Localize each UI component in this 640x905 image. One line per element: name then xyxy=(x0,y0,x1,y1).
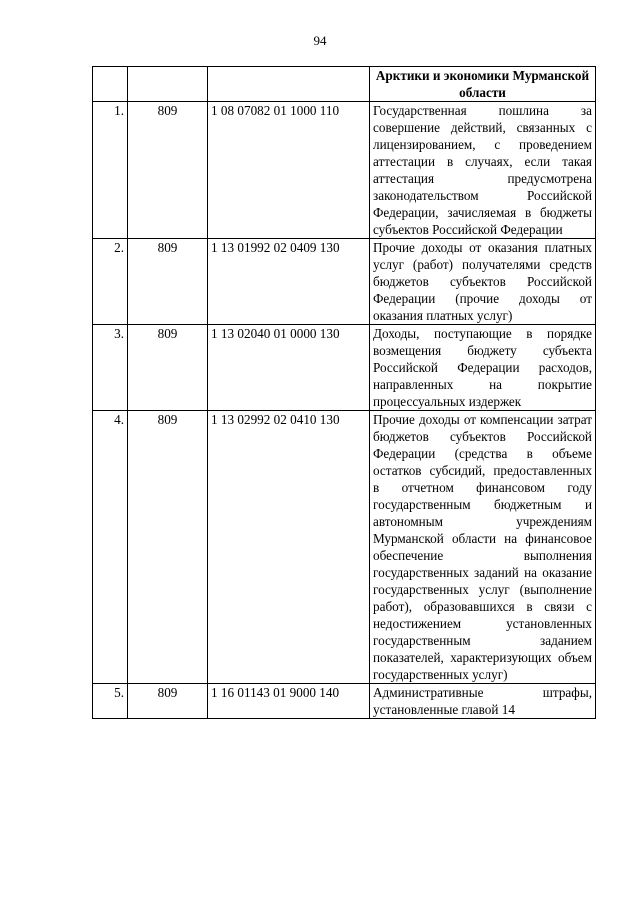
income-name: Прочие доходы от оказания платных услуг (работ) получателями средств бюджетов субъектов Российской Федерации (прочие доходы от оказания платных услуг) xyxy=(370,239,596,325)
page-number: 94 xyxy=(313,33,327,48)
header-cell-admin xyxy=(128,67,208,102)
row-number: 4. xyxy=(93,411,128,684)
header-cell-num xyxy=(93,67,128,102)
table-row xyxy=(93,239,596,325)
income-codes-table xyxy=(92,66,596,719)
income-name: Государственная пошлина за совершение действий, связанных с лицензированием, с проведением аттестации в случаях, если такая аттестация предусмотрена законодательством Российской Федерации, зачисляемая в бюджеты субъектов Российской Федерации xyxy=(370,102,596,239)
row-number: 5. xyxy=(93,684,128,719)
admin-code: 809 xyxy=(128,239,208,325)
admin-code: 809 xyxy=(128,411,208,684)
income-name: Доходы, поступающие в порядке возмещения бюджету субъекта Российской Федерации расходов, направленных на покрытие процессуальных издержек xyxy=(370,325,596,411)
table-row xyxy=(93,411,596,684)
income-code: 1 13 02992 02 0410 130 xyxy=(208,411,370,684)
row-number: 3. xyxy=(93,325,128,411)
admin-code: 809 xyxy=(128,325,208,411)
income-code: 1 08 07082 01 1000 110 xyxy=(208,102,370,239)
income-name: Административные штрафы, установленные главой 14 xyxy=(370,684,596,719)
header-cell-code xyxy=(208,67,370,102)
income-code: 1 13 02040 01 0000 130 xyxy=(208,325,370,411)
row-number: 2. xyxy=(93,239,128,325)
table-header-row xyxy=(93,67,596,102)
admin-code: 809 xyxy=(128,684,208,719)
income-code: 1 16 01143 01 9000 140 xyxy=(208,684,370,719)
income-code: 1 13 01992 02 0409 130 xyxy=(208,239,370,325)
table-row xyxy=(93,325,596,411)
row-number: 1. xyxy=(93,102,128,239)
table-row xyxy=(93,102,596,239)
table-row xyxy=(93,684,596,719)
admin-code: 809 xyxy=(128,102,208,239)
header-cell-name: Арктики и экономики Мурманской области xyxy=(370,67,596,102)
income-name: Прочие доходы от компенсации затрат бюджетов субъектов Российской Федерации (средства в объеме остатков субсидий, предоставленных в отчетном финансовом году государственным бюджетным и автономным учреждениям Мурманской области на финансовое обеспечение выполнения государственных заданий на оказание государственных услуг (выполнение работ), образовавшихся в связи с недостижением установленных государственным заданием показателей, характеризующих объем государственных услуг) xyxy=(370,411,596,684)
